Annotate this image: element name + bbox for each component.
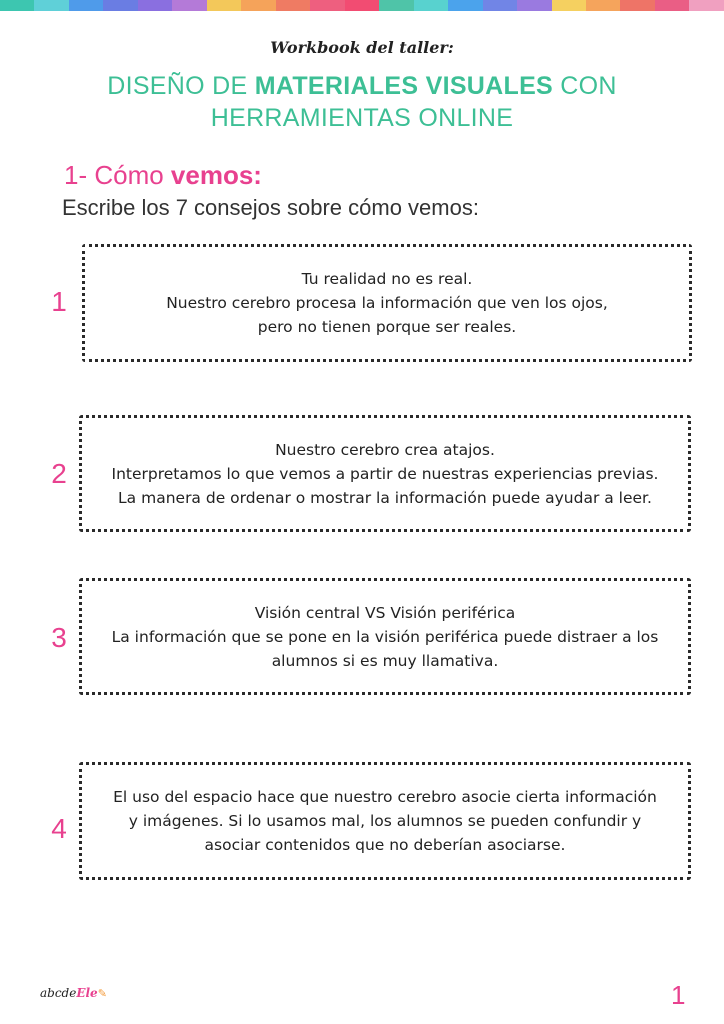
stripe-segment <box>483 0 517 11</box>
tip-number: 1 <box>51 286 67 317</box>
tip-line: pero no tienen porque ser reales. <box>257 318 517 336</box>
tip-line: y imágenes. Si lo usamos mal, los alumnos se pueden confundir y <box>128 812 642 830</box>
stripe-segment <box>586 0 620 11</box>
stripe-segment <box>655 0 689 11</box>
stripe-segment <box>379 0 413 11</box>
stripe-segment <box>207 0 241 11</box>
stripe-segment <box>414 0 448 11</box>
title-part-1: DISEÑO DE <box>107 72 255 100</box>
section-number: 1- Cómo <box>64 160 171 190</box>
stripe-segment <box>517 0 551 11</box>
logo-main-text: abcde <box>40 986 77 1000</box>
tip-box <box>79 762 691 880</box>
tip-number: 3 <box>51 622 67 653</box>
tip-line: asociar contenidos que no deberían asociarse. <box>204 836 566 854</box>
tip-number: 4 <box>51 813 67 844</box>
stripe-segment <box>138 0 172 11</box>
section-heading <box>64 160 262 191</box>
tip-line: Nuestro cerebro procesa la información que ven los ojos, <box>166 294 608 312</box>
stripe-segment <box>0 0 34 11</box>
section-heading-bold: vemos: <box>170 160 262 190</box>
tip-line: La información que se pone en la visión periférica puede distraer a los <box>111 627 659 646</box>
stripe-segment <box>448 0 482 11</box>
tip-line: El uso del espacio hace que nuestro cerebro asocie cierta información <box>113 788 657 806</box>
stripe-segment <box>689 0 723 11</box>
tip-number: 2 <box>51 458 67 489</box>
tip-line: Interpretamos lo que vemos a partir de nuestras experiencias previas. <box>111 464 659 483</box>
stripe-segment <box>241 0 275 11</box>
tip-line: Tu realidad no es real. <box>301 270 473 288</box>
stripe-segment <box>69 0 103 11</box>
stripe-segment <box>552 0 586 11</box>
workbook-kicker: Workbook del taller: <box>270 38 454 57</box>
color-stripe <box>0 0 724 11</box>
logo-accent-text: Ele <box>76 986 98 1000</box>
stripe-segment <box>345 0 379 11</box>
title-bold: MATERIALES VISUALES <box>254 72 554 100</box>
tip-line: Visión central VS Visión periférica <box>254 603 516 622</box>
brand-logo <box>40 986 107 1000</box>
tip-line: Nuestro cerebro crea atajos. <box>275 440 495 459</box>
tip-line: La manera de ordenar o mostrar la información puede ayudar a leer. <box>118 488 652 507</box>
page-number: 1 <box>671 980 686 1010</box>
stripe-segment <box>172 0 206 11</box>
pencil-icon: ✎ <box>97 987 107 1000</box>
stripe-segment <box>310 0 344 11</box>
tip-box <box>79 578 691 695</box>
stripe-segment <box>103 0 137 11</box>
title-part-2: CON HERRAMIENTAS ONLINE <box>210 72 617 132</box>
page-title <box>60 70 664 134</box>
stripe-segment <box>34 0 68 11</box>
section-instruction: Escribe los 7 consejos sobre cómo vemos: <box>62 195 479 220</box>
tip-box <box>82 244 692 362</box>
stripe-segment <box>276 0 310 11</box>
stripe-segment <box>620 0 654 11</box>
tip-line: alumnos si es muy llamativa. <box>271 651 499 670</box>
tip-box <box>79 415 691 532</box>
